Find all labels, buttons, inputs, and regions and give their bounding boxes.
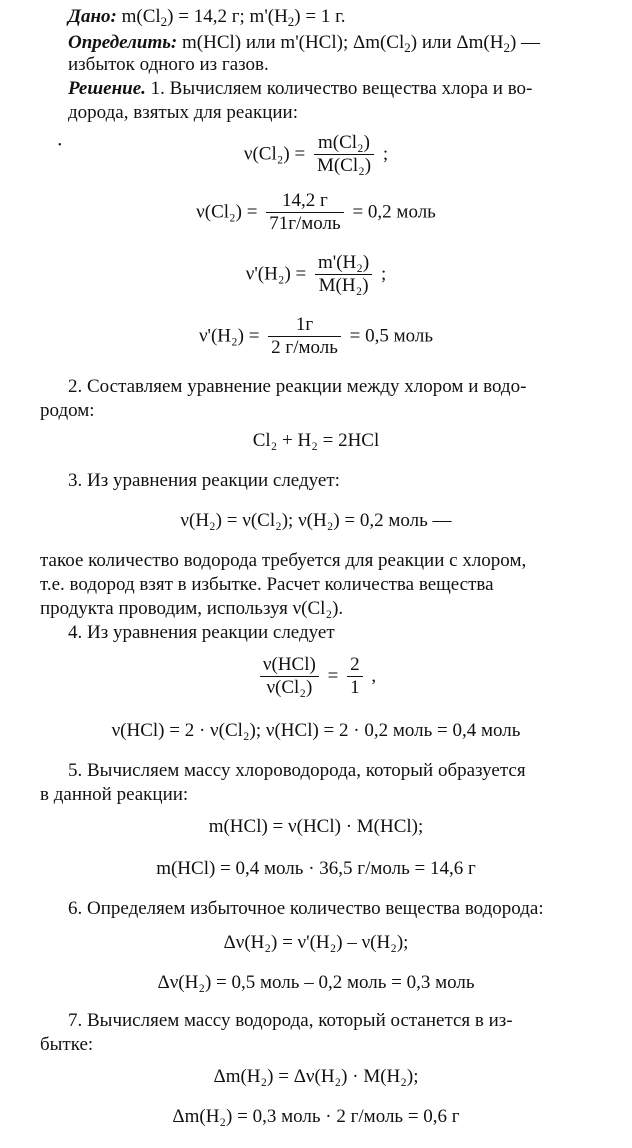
f1-fraction (314, 132, 374, 177)
formula-2 (0, 190, 632, 235)
formula-3 (0, 252, 632, 297)
solution-line2: дорода, взятых для реакции: (68, 102, 299, 123)
f2-den: 71г/моль (266, 212, 344, 235)
f4-tail: = 0,5 моль (349, 325, 434, 347)
given-text-c: ) = 1 г. (294, 6, 346, 27)
determine-line2: избыток одного из газов. (68, 54, 269, 75)
step7-eq1: Δm(H₂) = Δν(H₂) · M(H₂); (213, 1066, 419, 1087)
determine-label: Определить: (68, 32, 178, 53)
step7-line2: бытке: (40, 1034, 94, 1055)
given-text-b: ) = 14,2 г; m'(H (167, 6, 288, 27)
step5-line1: 5. Вычисляем массу хлороводорода, который образуется (68, 760, 526, 781)
step3-text3: продукта проводим, используя ν(Cl₂). (40, 598, 344, 619)
step3-equation: ν(H₂) = ν(Cl₂); ν(H₂) = 0,2 моль — (180, 510, 452, 531)
step5-eq1: m(HCl) = ν(HCl) · M(HCl); (208, 816, 424, 837)
formula-1 (0, 132, 632, 177)
f3-fraction (315, 252, 372, 297)
determine-sub-b: 2 (503, 40, 510, 55)
step2-line2: родом: (40, 400, 95, 421)
step2-line1: 2. Составляем уравнение реакции между хлором и водо- (68, 376, 527, 397)
step7-eq2: Δm(H₂) = 0,3 моль · 2 г/моль = 0,6 г (172, 1106, 460, 1127)
f2-tail: = 0,2 моль (352, 201, 436, 223)
step4-ratio: $\frac{\text{ν(HCl)}}{\text{ν(Cl₂)}}$ = $\frac{2}{1}$ , (0, 654, 632, 699)
step4-rhs-fraction (347, 654, 363, 699)
solution-line1 (68, 78, 532, 100)
f3-num: m'(H₂) (318, 252, 370, 273)
step6-eq2: Δν(H₂) = 0,5 моль – 0,2 моль = 0,3 моль (157, 972, 475, 993)
f2-lhs: ν(Cl₂) = (196, 201, 258, 223)
given-sub-b: 2 (287, 14, 295, 29)
f3-lhs: ν'(H₂) = (245, 263, 307, 285)
step6-line1: 6. Определяем избыточное количество вещества водорода: (68, 898, 544, 919)
step7-line1: 7. Вычисляем массу водорода, который останется в из- (68, 1010, 513, 1031)
f4-fraction (268, 314, 341, 359)
determine-line (68, 32, 540, 54)
step5-line2: в данной реакции: (40, 784, 189, 805)
given-text-a: m(Cl (116, 6, 161, 27)
f1-tail: ; (382, 143, 389, 165)
step4-num: ν(HCl) (262, 654, 316, 675)
given-sub-a: 2 (160, 14, 168, 29)
formula-4 (0, 314, 632, 359)
step4-equation: ν(HCl) = 2 · ν(Cl₂); ν(HCl) = 2 · 0,2 моль = 0,4 моль (111, 720, 521, 741)
stray-mark: • (58, 140, 62, 151)
step4-line1: 4. Из уравнения реакции следует (68, 622, 335, 643)
step4-fraction (260, 654, 319, 699)
given-line (68, 6, 346, 28)
f1-lhs: ν(Cl₂) = (243, 143, 306, 165)
step4-rhs-num: 2 (350, 654, 360, 675)
f4-lhs: ν'(H₂) = (198, 325, 260, 347)
f2-num: 14,2 г (282, 190, 328, 211)
f3-tail: ; (380, 263, 387, 285)
given-label: Дано: (68, 6, 117, 27)
f2-fraction (266, 190, 344, 235)
step3-text1: такое количество водорода требуется для реакции с хлором, (40, 550, 527, 571)
f3-den: M(H₂) (315, 274, 372, 297)
step3-text2: т.е. водород взят в избытке. Расчет количества вещества (40, 574, 494, 595)
step1-text: 1. Вычисляем количество вещества хлора и во- (145, 78, 533, 99)
determine-text-a: m(HCl) или m'(HCl); Δm(Cl (177, 32, 405, 53)
f1-num: m(Cl₂) (317, 132, 370, 153)
solution-label: Решение. (68, 78, 146, 99)
determine-text-c: ) — (509, 32, 541, 53)
f4-den: 2 г/моль (268, 336, 341, 359)
step2-equation: Cl₂ + H₂ = 2HCl (252, 430, 380, 451)
step6-eq1: Δν(H₂) = ν'(H₂) – ν(H₂); (223, 932, 409, 953)
step5-eq2: m(HCl) = 0,4 моль · 36,5 г/моль = 14,6 г (156, 858, 476, 879)
determine-sub-a: 2 (404, 40, 411, 55)
f4-num: 1г (295, 314, 314, 335)
step4-tail: , (371, 665, 377, 687)
step4-den: ν(Cl₂) (260, 676, 319, 699)
step4-rhs-den: 1 (347, 676, 363, 699)
step3-line1: 3. Из уравнения реакции следует: (68, 470, 340, 491)
determine-text-b: ) или Δm(H (410, 32, 504, 53)
f1-den: M(Cl₂) (314, 154, 374, 177)
